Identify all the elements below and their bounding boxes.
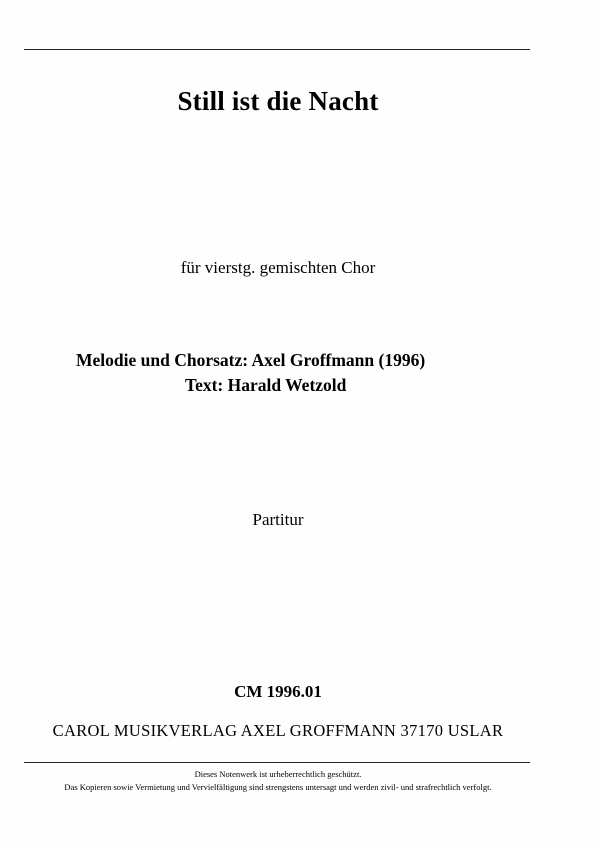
subtitle: für vierstg. gemischten Chor <box>180 258 376 277</box>
top-divider <box>24 49 530 50</box>
copyright-notice <box>0 768 556 794</box>
score-type: Partitur <box>252 510 304 529</box>
page-title: Still ist die Nacht <box>177 86 379 116</box>
bottom-divider <box>24 762 530 763</box>
credits-block <box>76 348 425 398</box>
copyright-line-2: Das Kopieren sowie Vermietung und Vervielfältigung sind strengstens untersagt und werden zivil- und strafrechtlich verfolgt. <box>64 782 492 792</box>
publisher-line: CAROL MUSIKVERLAG AXEL GROFFMANN 37170 USLAR <box>52 721 504 740</box>
catalog-number: CM 1996.01 <box>234 682 322 701</box>
text-credit: Text: Harald Wetzold <box>185 375 347 395</box>
melody-credit: Melodie und Chorsatz: Axel Groffmann (1996) <box>76 350 426 370</box>
copyright-line-1: Dieses Notenwerk ist urheberrechtlich geschützt. <box>194 769 362 779</box>
